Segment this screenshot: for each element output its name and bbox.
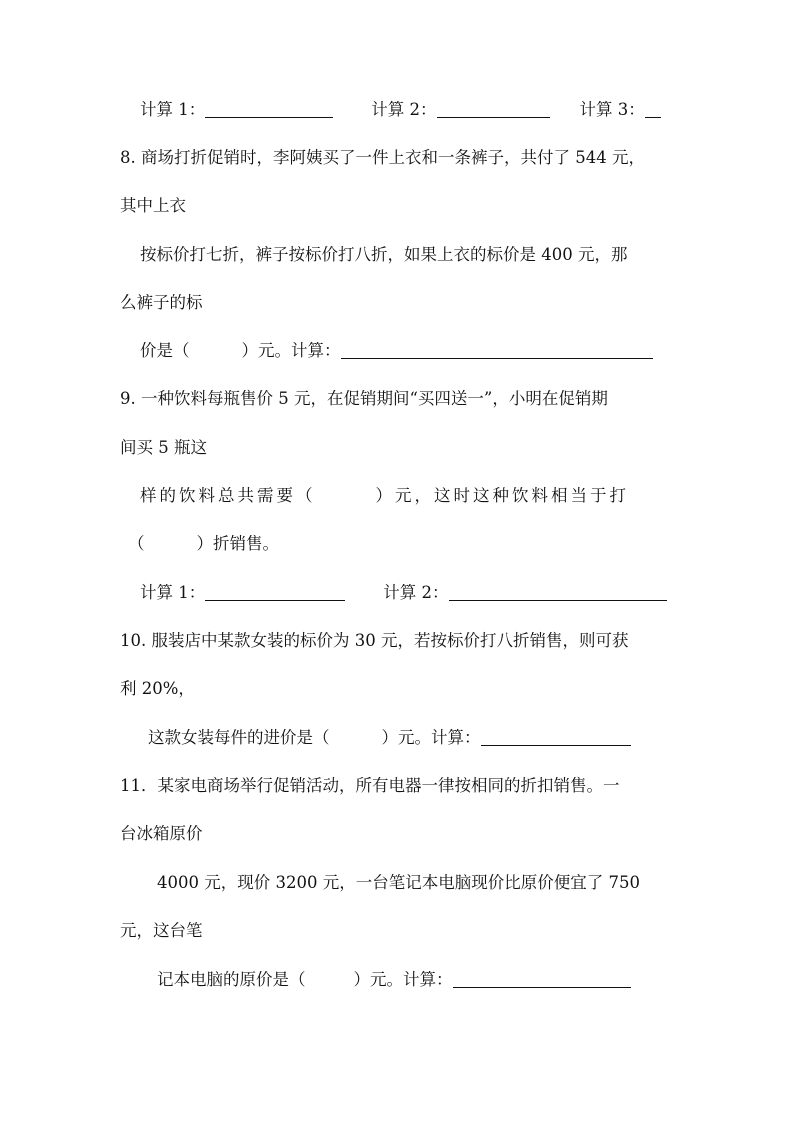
q10-answer-row [148,724,631,752]
q9-calc-row [140,579,667,607]
q9-calc1-blank[interactable] [205,580,345,601]
q11-line-1: 11．某家电商场举行促销活动，所有电器一律按相同的折扣销售。一 [120,776,620,795]
q9-calc2-blank[interactable] [449,580,667,601]
q11-line-3: 4000 元，现价 3200 元，一台笔记本电脑现价比原价便宜了 750 [157,873,640,892]
q8-line-1: 8. 商场打折促销时，李阿姨买了一件上衣和一条裤子，共付了 544 元， [120,148,645,167]
q7-calc3-label: 计算 3： [579,100,645,119]
q8-line-2: 其中上衣 [120,196,186,215]
q11-calc-blank[interactable] [453,967,631,988]
q8-line-4: 么裤子的标 [120,293,203,312]
q11-line-2: 台冰箱原价 [120,824,203,843]
q9-total-suffix: ）元，这时这种饮料相当于打 [375,486,629,505]
q9-total-prefix: 样的饮料总共需要（ [140,486,316,505]
q9-discount-suffix: ）折销售。 [196,534,279,553]
q7-calc2-blank[interactable] [437,97,550,118]
q10-answer-prefix: 这款女装每件的进价是（ [148,728,330,747]
q9-line-2: 间买 5 瓶这 [120,438,207,457]
q10-answer-suffix: ）元。计算： [381,728,481,747]
q9-line-3 [140,482,629,510]
q8-answer-row [140,337,653,365]
q10-calc-blank[interactable] [481,725,631,746]
q11-answer-row [157,966,631,994]
q9-calc2-label: 计算 2： [383,583,449,602]
q11-answer-prefix: 记本电脑的原价是（ [157,970,306,989]
q9-line-1: 9. 一种饮料每瓶售价 5 元，在促销期间“买四送一”，小明在促销期 [120,389,608,408]
q10-line-2: 利 20%， [120,679,195,698]
q7-calc1-label: 计算 1： [140,100,206,119]
q7-calc1-blank[interactable] [205,97,333,118]
q9-calc1-label: 计算 1： [140,583,206,602]
q7-calc3-blank[interactable] [645,97,661,118]
q10-line-1: 10. 服装店中某款女装的标价为 30 元，若按标价打八折销售，则可获 [120,631,629,650]
q8-answer-suffix: ）元。计算： [241,341,341,360]
q8-answer-prefix: 价是（ [140,341,190,360]
q11-line-4: 元，这台笔 [120,921,203,940]
q8-calc-blank[interactable] [341,338,653,359]
q9-discount-open: （ [128,534,145,553]
q7-calc-row [140,96,661,124]
q11-answer-suffix: ）元。计算： [353,970,453,989]
q8-line-3: 按标价打七折，裤子按标价打八折，如果上衣的标价是 400 元，那 [140,245,628,264]
q7-calc2-label: 计算 2： [371,100,437,119]
q9-line-4 [120,530,279,558]
